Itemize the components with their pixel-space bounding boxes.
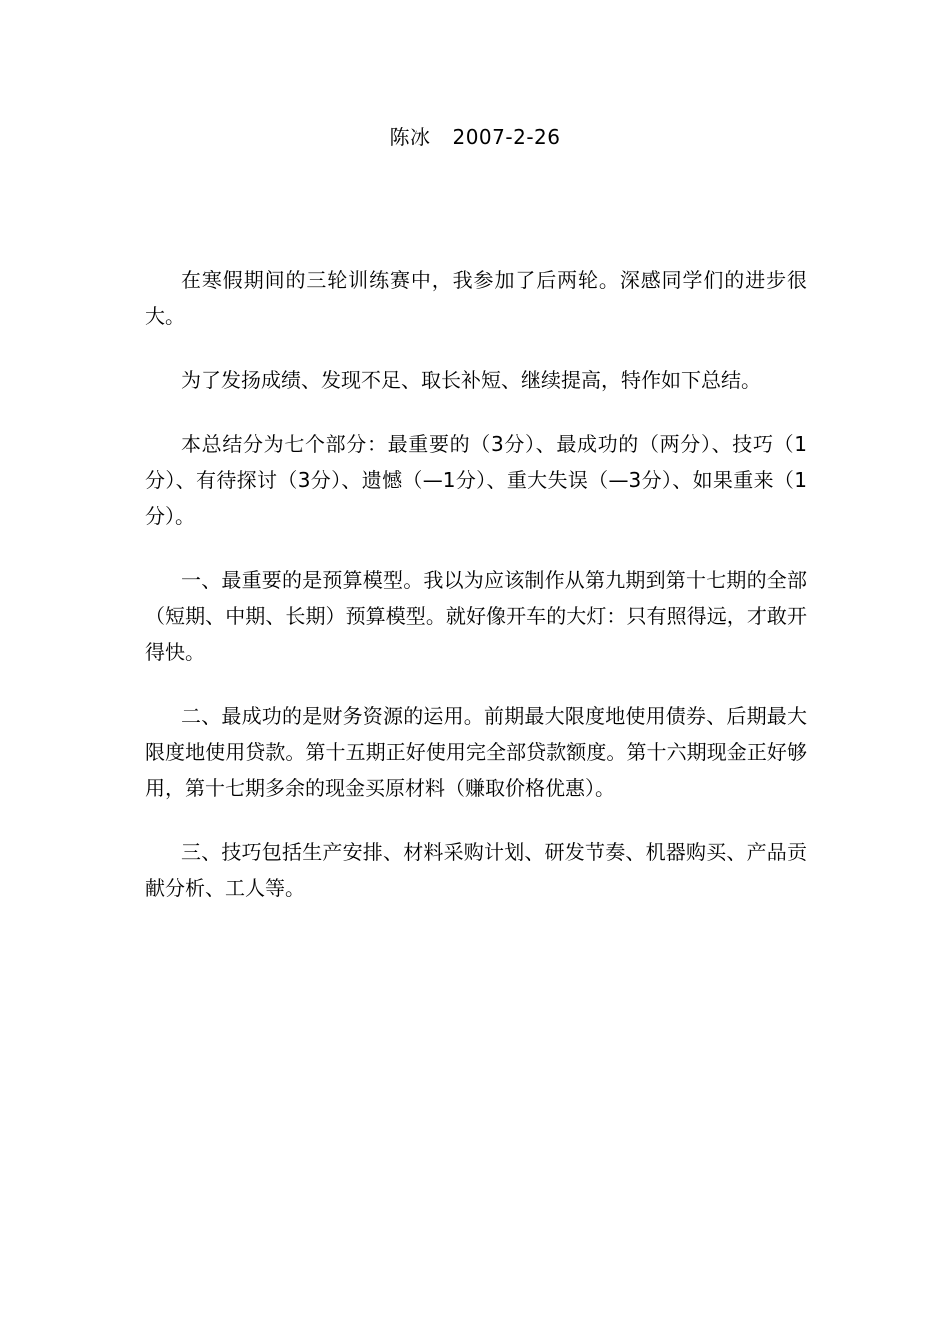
document-header — [0, 121, 950, 153]
paragraph-intro: 在寒假期间的三轮训练赛中，我参加了后两轮。深感同学们的进步很大。 — [145, 268, 807, 328]
paragraph-section-two: 二、最成功的是财务资源的运用。前期最大限度地使用债券、后期最大限度地使用贷款。第十五期正好使用完全部贷款额度。第十六期现金正好够用，第十七期多余的现金买原材料（赚取价格优惠）。 — [145, 704, 807, 800]
document-date: 2007-2-26 — [452, 125, 561, 149]
document-body — [145, 262, 807, 934]
paragraph-section-three: 三、技巧包括生产安排、材料采购计划、研发节奏、机器购买、产品贡献分析、工人等。 — [145, 840, 807, 900]
paragraph-outline: 本总结分为七个部分：最重要的（3分）、最成功的（两分）、技巧（1分）、有待探讨（3分）、遗憾（—1分）、重大失误（—3分）、如果重来（1分）。 — [145, 432, 807, 528]
paragraph-section-one: 一、最重要的是预算模型。我以为应该制作从第九期到第十七期的全部（短期、中期、长期）预算模型。就好像开车的大灯：只有照得远，才敢开得快。 — [145, 568, 807, 664]
author-name: 陈冰 — [389, 125, 431, 149]
paragraph-purpose: 为了发扬成绩、发现不足、取长补短、继续提高，特作如下总结。 — [181, 368, 761, 392]
